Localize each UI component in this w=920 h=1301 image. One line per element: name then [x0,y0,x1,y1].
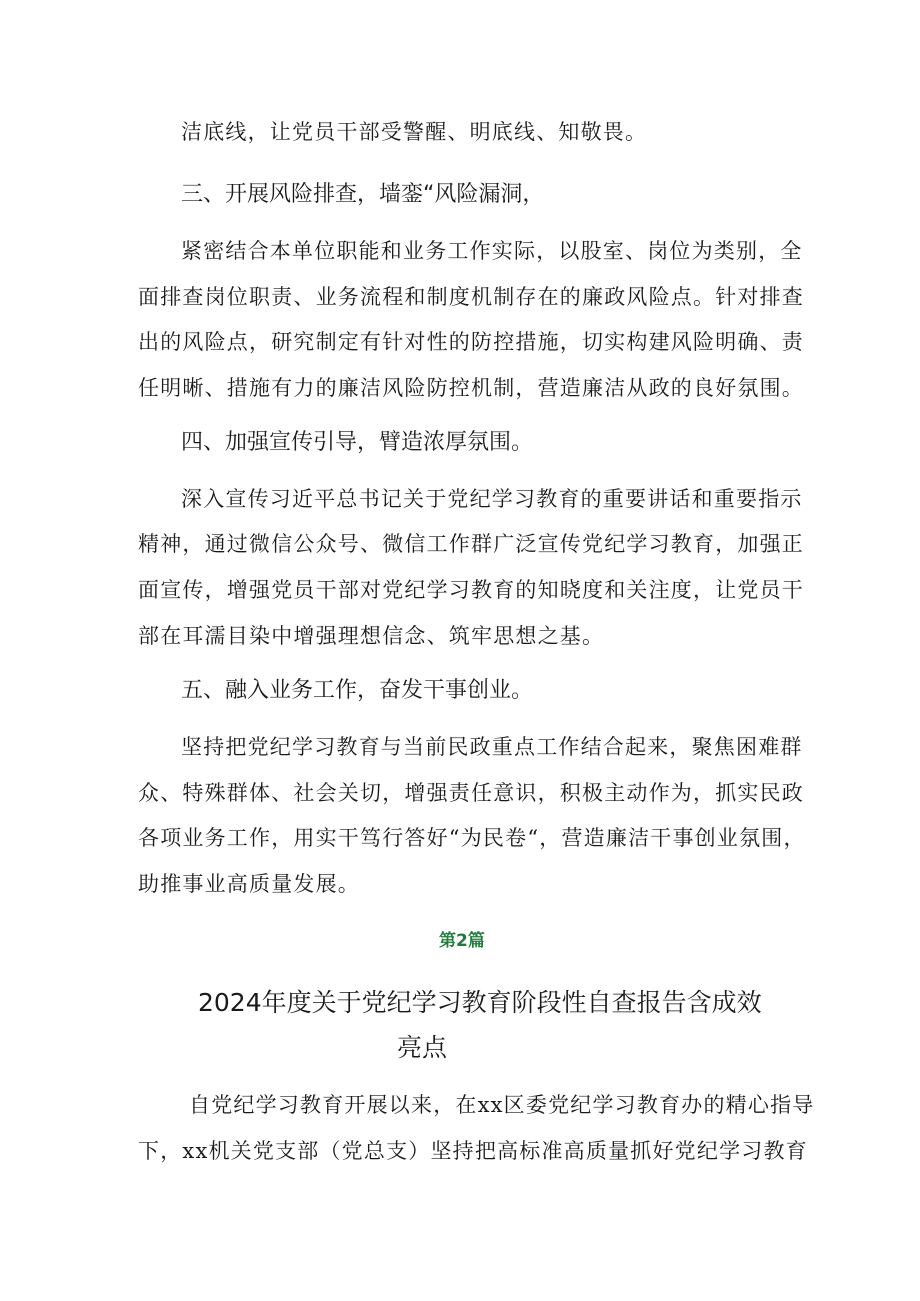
section-heading-3: 三、开展风险排查，墙銮“风险漏洞， [181,182,545,207]
article-label: 第2篇 [439,931,485,951]
paragraph-line: 自党纪学习教育开展以来，在xx区委党纪学习教育办的精心指导 [189,1093,815,1117]
paragraph-line: 面宣传，增强党员干部对党纪学习教育的知晓度和关注度，让党员干 [138,578,804,602]
section-heading-5: 五、融入业务工作，奋发干事创业。 [181,678,534,703]
paragraph-line: 下，xx机关党支部（党总支）坚持把高标准高质量抓好党纪学习教育 [138,1139,808,1163]
paragraph-line: 面排查岗位职责、业务流程和制度机制存在的廉政风险点。针对排查 [138,285,804,309]
paragraph-line: 众、特殊群体、社会关切，增强责任意识，积极主动作为，抓实民政 [138,781,804,805]
paragraph-line: 助推事业高质量发展。 [138,872,360,896]
paragraph-line: 深入宣传习近平总书记关于党纪学习教育的重要讲话和重要指示 [181,487,803,511]
section-heading-4: 四、加强宣传引导，臂造浓厚氛围。 [181,430,534,455]
paragraph-line: 出的风险点，研究制定有针对性的防控措施，切实构建风险明确、责 [138,330,804,354]
paragraph-line: 部在耳濡目染中增强理想信念、筑牢思想之基。 [138,624,605,648]
paragraph-line: 精神，通过微信公众号、微信工作群广泛宣传党纪学习教育，加强正 [138,532,804,556]
paragraph-line: 各项业务工作，用实干笃行答好“为民卷“，营造廉洁干事创业氛围， [138,826,806,850]
paragraph-line: 坚持把党纪学习教育与当前民政重点工作结合起来，聚焦困难群 [181,735,803,759]
article-title-line1: 2024年度关于党纪学习教育阶段性自查报告含成效 [198,988,762,1017]
paragraph-line: 洁底线，让党员干部受警醒、明底线、知敬畏。 [181,120,648,144]
article-title-line2: 亮点 [397,1033,448,1062]
paragraph-line: 任明晰、措施有力的廉洁风险防控机制，营造廉洁从政的良好氛围。 [138,376,804,400]
paragraph-line: 紧密结合本单位职能和业务工作实际，以股室、岗位为类别，全 [181,239,803,263]
